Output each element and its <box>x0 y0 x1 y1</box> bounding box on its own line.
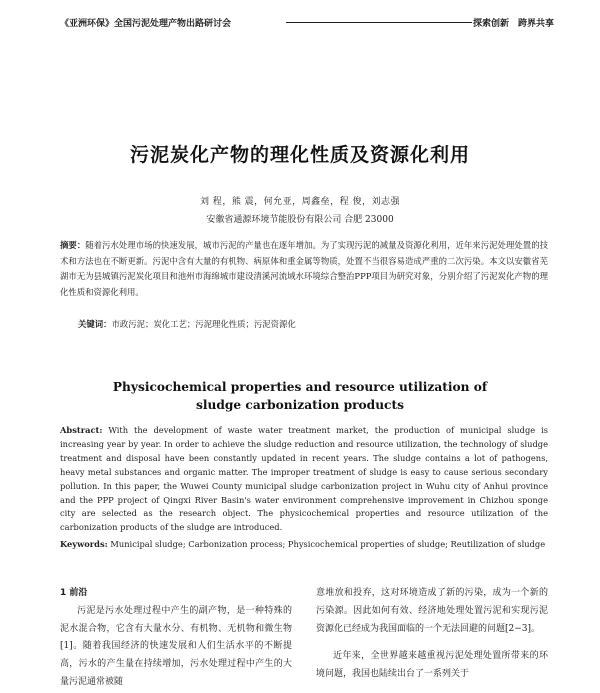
title-en-line2: sludge carbonization products <box>196 398 404 412</box>
article-title-cn: 污泥炭化产物的理化性质及资源化利用 <box>129 144 470 166</box>
body-column-left <box>60 585 292 692</box>
keywords-en-label: Keywords: <box>60 539 108 549</box>
abstract-cn-text: 随着污水处理市场的快速发展，城市污泥的产量也在逐年增加。为了实现污泥的减量及资源化利用，近年来污泥处理处置的技术和方法也在不断更新。污泥中含有大量的有机物、病原体和重金属等物质，处置不当很容易造成严重的二次污染。本文以安徽省芜湖市无为县城镇污泥炭化项目和池州市海绵城市建设清溪河流域水环境综合整治PPP项目为研究对象，分别介绍了污泥炭化产物的理化性质和资源化利用。 <box>60 240 549 297</box>
paragraph-gap <box>316 638 548 648</box>
body-paragraph: 污泥是污水处理过程中产生的副产物，是一种特殊的泥水混合物，它含有大量水分、有机物、无机物和微生物[1]。随着我国经济的快速发展和人们生活水平的不断提高，污水的产生量在持续增加，污水处理过程中产生的大量污泥通常被随 <box>60 605 292 687</box>
body-paragraph: 近年来，全世界越来越重视污泥处理处置所带来的环境问题，我国也陆续出台了一系列关于 <box>316 651 548 680</box>
title-en-line1: Physicochemical properties and resource utilization of <box>112 380 488 394</box>
journal-name: 《亚洲环保》全国污泥处理产物出路研讨会 <box>60 19 232 29</box>
author-affiliation: 安徽省通源环境节能股份有限公司 合肥 23000 <box>206 215 394 225</box>
keywords-en <box>60 538 548 552</box>
header-rule <box>286 22 472 23</box>
abstract-en-text: With the development of waste water treatment market, the production of municipal sludge is increasing year by year. In order to achieve the sludge reduction and resource utilization, the technology of sludge treatment and disposal have been constantly updated in recent years. The sludge contains a lot of pathogens, heavy metal substances and organic matter. The improper treatment of sludge is easy to cause serious secondary pollution. In this paper, the Wuwei County municipal sludge carbonization project in Wuhu city of Anhui province and the PPP project of Qingxi River Basin's water environment comprehensive improvement in Chizhou sponge city are selected as the research object. The physicochemical properties and resource utilization of the carbonization products of the sludge are introduced. <box>60 425 548 533</box>
body-column-right <box>316 585 548 684</box>
abstract-en <box>60 424 548 535</box>
body-paragraph-continued: 意堆放和投弃，这对环境造成了新的污染，成为一个新的污染源。因此如何有效、经济地处理处置污泥和实现污泥资源化已经成为我国面临的一个无法回避的问题[2−3]。 <box>316 588 548 634</box>
abstract-cn <box>60 238 548 300</box>
author-list: 刘 程，熊 震，何允亚，周鑫垒，程 俊，刘志强 <box>199 197 401 207</box>
abstract-cn-label: 摘要： <box>60 240 86 250</box>
running-header <box>60 14 554 30</box>
abstract-en-label: Abstract: <box>60 425 103 435</box>
article-title-en <box>0 378 600 414</box>
section-heading-introduction: 1 前沿 <box>60 588 88 598</box>
keywords-cn-text: 市政污泥；炭化工艺；污泥理化性质；污泥资源化 <box>111 319 296 329</box>
keywords-cn <box>78 317 548 331</box>
header-slogan: 探索创新 跨界共享 <box>472 19 554 29</box>
keywords-cn-label: 关键词： <box>78 319 112 329</box>
keywords-en-text: Municipal sludge; Carbonization process; Physicochemical properties of sludge; Reutilization of sludge <box>110 539 546 549</box>
